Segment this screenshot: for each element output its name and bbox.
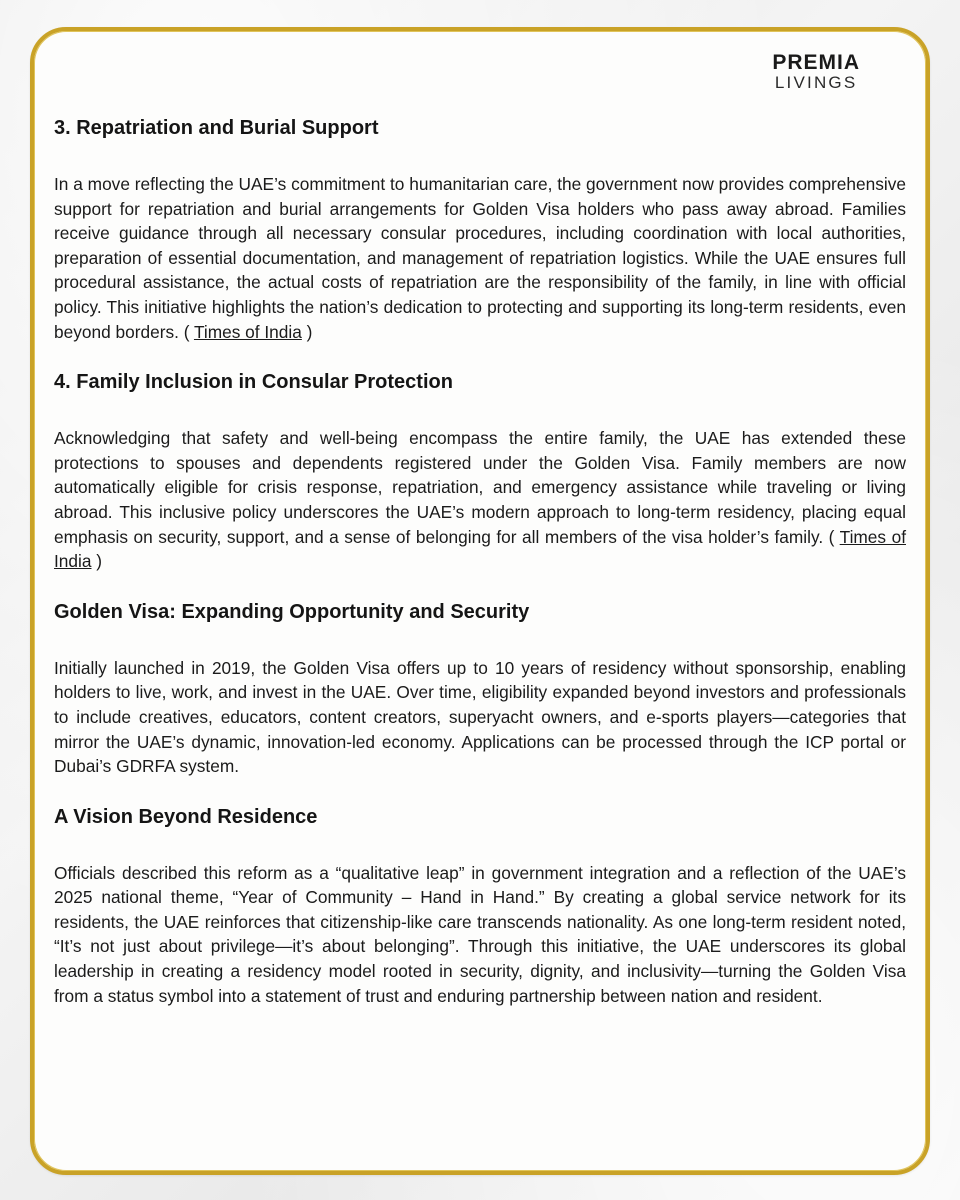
source-paren-open: ( (823, 526, 840, 547)
section-body-vision: Officials described this reform as a “qualitative leap” in government integration and a reflection of the UAE’s 2025 national theme, “Year of Community – Hand in Hand.” By creating a global service network for its residents, the UAE reinforces that citizenship-like care transcends nationality. As one long-term resident noted, “It’s not just about privilege—it’s about belonging”. Through this initiative, the UAE underscores its global leadership in creating a residency model rooted in security, dignity, and inclusivity—turning the Golden Visa from a status symbol into a statement of trust and enduring partnership between nation and resident. (54, 862, 906, 1006)
section-heading-vision: A Vision Beyond Residence (54, 805, 318, 828)
section-heading-family-inclusion: 4. Family Inclusion in Consular Protection (54, 371, 453, 394)
source-link-times-of-india[interactable]: Times of India (54, 526, 906, 572)
source-link-times-of-india[interactable]: Times of India (193, 321, 302, 342)
article-content (54, 112, 906, 1008)
section-body-text: Acknowledging that safety and well-being encompass the entire family, the UAE has extended these protections to spouses and dependents registered under the Golden Visa. Family members are now automatically eligible for crisis response, repatriation, and emergency assistance while traveling or living abroad. This inclusive policy underscores the UAE’s modern approach to long-term residency, placing equal emphasis on security, support, and a sense of belonging for all members of the visa holder’s family. (54, 428, 906, 547)
brand-logo-line1: PREMIA (772, 51, 860, 74)
source-paren-close: ) (91, 551, 103, 572)
section-body-text: In a move reflecting the UAE’s commitment to humanitarian care, the government now provides comprehensive support for repatriation and burial arrangements for Golden Visa holders who pass away abroad. Families receive guidance through all necessary consular procedures, including coordination with local authorities, preparation of essential documentation, and management of repatriation logistics. While the UAE ensures full procedural assistance, the actual costs of repatriation are the responsibility of the family, in line with official policy. This initiative highlights the nation’s dedication to protecting and supporting its long-term residents, even beyond borders. (54, 174, 906, 342)
section-heading-golden-visa: Golden Visa: Expanding Opportunity and Security (54, 600, 530, 623)
section-heading-repatriation: 3. Repatriation and Burial Support (54, 117, 379, 139)
brand-logo (772, 52, 860, 91)
source-paren-close: ) (301, 321, 313, 342)
section-body-golden-visa: Initially launched in 2019, the Golden Visa offers up to 10 years of residency without sponsorship, enabling holders to live, work, and invest in the UAE. Over time, eligibility expanded beyond investors and professionals to include creatives, educators, content creators, superyacht owners, and e-sports players—categories that mirror the UAE’s dynamic, innovation-led economy. Applications can be processed through the ICP portal or Dubai’s GDRFA system. (54, 657, 906, 777)
section-body-family-inclusion (54, 426, 906, 574)
source-paren-open: ( (178, 321, 194, 342)
section-body-repatriation (54, 172, 906, 344)
brand-logo-line2: LIVINGS (774, 73, 858, 92)
